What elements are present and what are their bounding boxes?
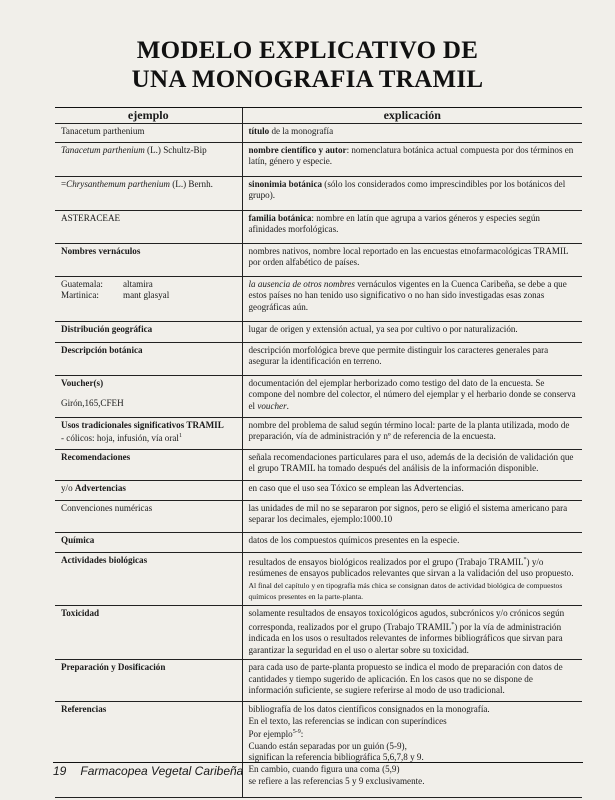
advertencias-heading: Advertencias [74,482,126,493]
table-row [55,123,582,142]
voucher-id: Girón,165,CFEH [61,398,124,409]
explanation-cell [242,276,582,321]
voucher-heading: Voucher(s) [61,377,104,388]
explanation-cell: para cada uso de parte-planta propuesto se indica el modo de preparación con datos de cantidades y tiempo sugerido de aplicación. En los casos que no se dispone de información suficiente, se sugiere referirse al modo de uso tradicional. [242,660,582,702]
text: (sólo los considerados como imprescindibles por los botánicos del grupo). [248,178,566,201]
example-cell [55,480,242,500]
page-title [0,36,615,94]
asterisk: * [523,556,527,563]
text: solamente resultados de ensayos toxicológicos agudos, subcrónicos y/o crónicos según corresponda, realizados por el grupo (Trabajo TRAMIL [248,608,565,632]
explanation-cell: en caso que el uso sea Tóxico se emplean las Advertencias. [242,480,582,500]
vernacular-pair [61,290,238,302]
ref-line: significan la referencia bibliográfica 5,6,7,8 y 9. [248,752,424,763]
page-footer [53,762,583,778]
superscript-example: 5-9 [292,729,301,736]
uses-heading: Usos tradicionales significativos TRAMIL [61,419,224,430]
table-row [55,532,582,552]
explanation-cell: descripción morfológica breve que permite distinguir los caracteres generales para asegurar la identificación en terreno. [242,342,582,375]
small-print-note: Al final del capítulo y en tipografía más chica se consignan datos de actividad biológica de compuestos químicos presentes en la parte-planta. [248,580,563,602]
explanation-cell: datos de los compuestos químicos presentes en la especie. [242,532,582,552]
table-row [55,176,582,210]
asterisk: * [451,621,455,628]
table-row [55,606,582,660]
example-cell [55,276,242,321]
ref-line: En el texto, las referencias se indican con superíndices [248,715,447,726]
explanation-cell [242,702,582,798]
text: documentación del ejemplar herborizado como testigo del dato de la encuesta. Se compone del nombre del colector, el número del ejemplar y el herbario donde se conserva el [248,377,576,411]
explanation-cell: señala recomendaciones particulares para el uso, además de la decisión de validación que el grupo TRAMIL ha tomado después del análisis de la información disponible. [242,449,582,480]
table-row [55,210,582,243]
example-cell [55,375,242,417]
table-row [55,342,582,375]
synonym-name: Chrysanthemum parthenium [66,178,170,189]
ref-line: bibliografía de los datos científicos consignados en la monografía. [248,704,490,714]
term: nombre científico y autor [248,144,347,155]
text: de la monografía [269,125,334,136]
example-cell [55,176,242,210]
explanation-cell: lugar de origen y extensión actual, ya sea por cultivo o por naturalización. [242,321,582,342]
term: sinonimia botánica [248,178,323,189]
column-header-explicacion: explicación [242,108,582,124]
ref-line: se refiere a las referencias 5 y 9 exclusivamente. [248,775,425,786]
example-cell: Recomendaciones [55,449,242,480]
ref-line: Por ejemplo [248,729,293,740]
monograph-table [55,107,582,798]
table-row [55,552,582,605]
example-cell: Distribución geográfica [55,321,242,342]
explanation-cell [242,176,582,210]
table-row [55,375,582,417]
term: título [248,125,270,136]
example-cell: Nombres vernáculos [55,243,242,276]
equals-sign: = [61,178,67,189]
example-cell: Preparación y Dosificación [55,660,242,702]
text: y/o [61,482,75,493]
species-name: Tanacetum parthenium [61,144,145,155]
example-cell: Descripción botánica [55,342,242,375]
explanation-cell: nombre del problema de salud según término local: parte de la planta utilizada, modo de preparación, vía de administración y nº de referencia de la encuesta. [242,417,582,449]
explanation-cell [242,606,582,660]
example-cell [55,142,242,176]
example-cell: Química [55,532,242,552]
title-line-1: MODELO EXPLICATIVO DE [136,37,479,64]
book-title: Farmacopea Vegetal Caribeña [80,764,244,778]
example-cell: ASTERACEAE [55,210,242,243]
country: Guatemala: [61,278,103,289]
table-row [55,449,582,480]
text: : nomenclatura botánica actual compuesta por dos términos en latín, género y especie. [248,144,574,167]
table-row [55,660,582,702]
ref-line: En cambio, cuando figura una coma (5,9) [248,764,400,774]
author: (L.) Bernh. [169,178,213,189]
text: . [286,400,289,411]
explanation-cell [242,142,582,176]
country: Martinica: [61,290,99,301]
text: : nombre en latín que agrupa a varios géneros y especies según afinidades morfológicas. [248,212,540,235]
text: resultados de ensayos biológicos realizados por el grupo (Trabajo TRAMIL [248,556,524,567]
explanation-cell [242,552,582,605]
table-row [55,500,582,532]
use-example: - cólicos: hoja, infusión, vía oral [61,433,179,444]
ref-line: Cuando están separadas por un guión (5-9), [248,740,407,751]
table-row [55,321,582,342]
explanation-cell: nombres nativos, nombre local reportado en las encuestas etnofarmacológicas TRAMIL por orden alfabético de países. [242,243,582,276]
reference-superscript: 1 [178,433,182,440]
title-line-2: UNA MONOGRAFIA TRAMIL [131,66,484,93]
text: ) y/o resúmenes de ensayos publicados relevantes que sirvan a la validación del uso propuesto. [248,556,574,579]
column-header-ejemplo: ejemplo [55,108,242,124]
text: ) por la vía de administración indicada en los usos o resultados relevantes de informes bibliográficos que sirvan para garantizar la seguridad en el uso o alertar sobre su toxicidad. [248,621,563,655]
table-row [55,276,582,321]
text: vernáculos vigentes en la Cuenca Caribeña, se debe a que estos países no han tenido uso significativo o no han sido investigadas esas zonas geográficas aún. [248,278,567,312]
explanation-cell [242,210,582,243]
table-row [55,702,582,798]
table-row [55,243,582,276]
example-cell: Tanacetum parthenium [55,123,242,142]
example-cell: Referencias [55,702,242,798]
vernacular-pair [61,279,238,291]
example-cell [55,417,242,449]
page-number: 19 [53,764,67,778]
term: la ausencia de otros nombres [248,278,355,289]
table-header-row [55,108,582,124]
explanation-cell [242,375,582,417]
vernacular-name: altamira [123,278,153,289]
example-cell: Toxicidad [55,606,242,660]
explanation-cell: las unidades de mil no se separaron por signos, pero se eligió el sistema americano para separar los decimales, ejemplo:1000.10 [242,500,582,532]
colon: : [300,729,304,740]
voucher-term: voucher [257,400,287,411]
explanation-cell [242,123,582,142]
term: familia botánica [248,212,312,223]
table-row [55,142,582,176]
table-row [55,480,582,500]
vernacular-name: mant glasyal [123,290,170,301]
author: (L.) Schultz-Bip [144,144,207,155]
example-cell: Convenciones numéricas [55,500,242,532]
table-row [55,417,582,449]
example-cell: Actividades biológicas [55,552,242,605]
